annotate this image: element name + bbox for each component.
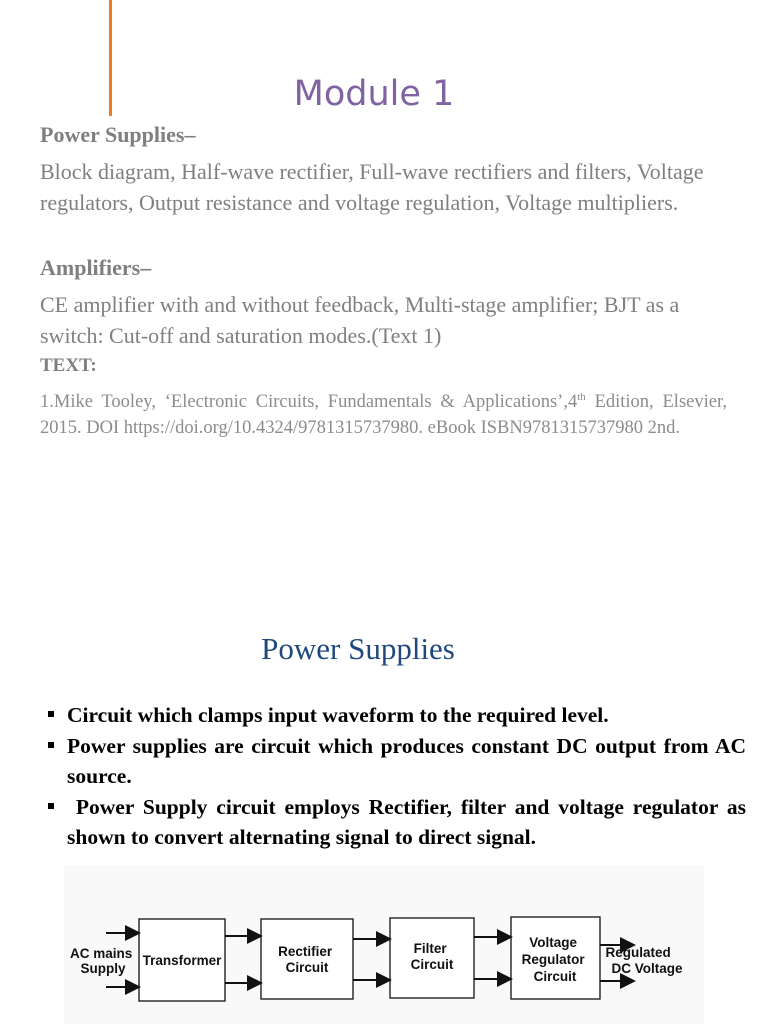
square-bullet-icon <box>48 803 54 809</box>
rectifier-block <box>261 919 353 999</box>
amplifiers-heading: Amplifiers– <box>40 255 152 280</box>
slide-power-supplies <box>0 520 768 1024</box>
bullet-text: Power Supply circuit employs Rectifier, filter and voltage regulator as shown to convert alternating signal to direct signal. <box>67 794 752 849</box>
bullet-text: Power supplies are circuit which produces constant DC output from AC source. <box>67 733 746 788</box>
bullet-text: Circuit which clamps input waveform to the required level. <box>67 703 609 727</box>
block-diagram-svg <box>64 865 704 1024</box>
textbook-reference <box>40 384 727 441</box>
power-supplies-topics: Block diagram, Half-wave rectifier, Full-wave rectifiers and filters, Voltage regulators, Output resistance and voltage regulation, Voltage multipliers. <box>40 159 704 215</box>
input-label <box>70 946 136 976</box>
square-bullet-icon <box>48 742 54 748</box>
input-label-line-1: AC mains <box>69 946 133 961</box>
regulator-label-line-3: Circuit <box>533 969 577 984</box>
regulator-label-line-2: Regulator <box>521 952 585 967</box>
rectifier-label-line-1: Rectifier <box>278 944 333 959</box>
reference-superscript: th <box>577 391 586 403</box>
bullet-item <box>46 700 746 731</box>
reference-part-1: 1.Mike Tooley, ‘Electronic Circuits, Fundamentals & Applications’,4 <box>40 392 578 413</box>
output-label-line-2: DC Voltage <box>611 961 683 976</box>
transformer-label-line: Transformer <box>142 953 222 968</box>
power-supplies-heading: Power Supplies– <box>40 122 196 147</box>
square-bullet-icon <box>48 711 54 717</box>
slide-title: Power Supplies <box>261 631 455 666</box>
input-label-line-2: Supply <box>80 961 126 976</box>
slide-title: Module 1 <box>293 74 455 114</box>
output-label <box>605 945 683 976</box>
bullet-item <box>46 731 746 792</box>
power-supply-block-diagram <box>64 865 704 1024</box>
reference-part-2: Edition, Elsevier, 2015. DOI https://doi.org/10.4324/9781315737980. eBook ISBN9781315737980 2nd. <box>40 392 728 439</box>
rectifier-label-line-2: Circuit <box>285 960 329 975</box>
amplifiers-topics: CE amplifier with and without feedback, Multi-stage amplifier; BJT as a switch: Cut-off and saturation modes.(Text 1) <box>40 292 680 348</box>
bullet-list <box>46 700 752 853</box>
regulator-label-line-1: Voltage <box>529 935 577 950</box>
transformer-label <box>143 953 223 968</box>
text-heading: TEXT: <box>40 355 97 376</box>
filter-label <box>411 941 454 972</box>
filter-label-line-1: Filter <box>413 941 447 956</box>
bullet-item <box>46 792 752 853</box>
output-label-line-1: Regulated <box>605 945 671 960</box>
filter-label-line-2: Circuit <box>410 957 454 972</box>
rectifier-label <box>278 944 336 975</box>
